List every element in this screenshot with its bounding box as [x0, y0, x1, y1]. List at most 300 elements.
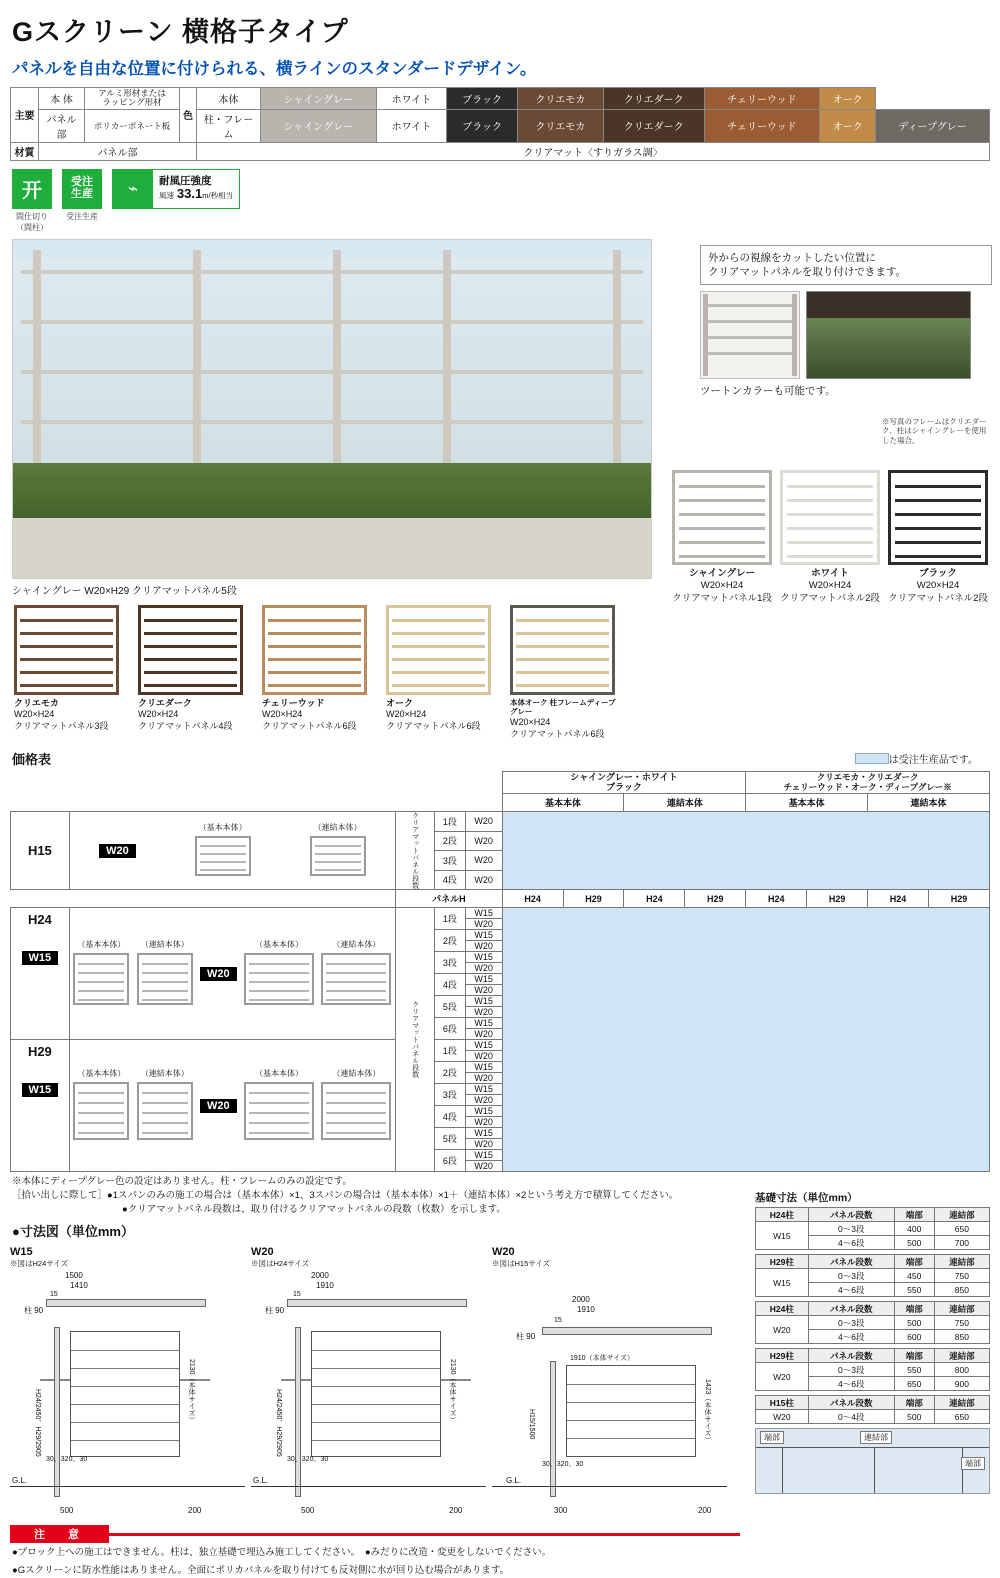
sample-white-panel: クリアマットパネル2段: [780, 592, 880, 604]
ft3-r1-end: 650: [894, 1377, 934, 1391]
dim-w15-side-1: 2130（本体サイズ）: [188, 1359, 195, 1425]
h29-step-5: 5段: [435, 1128, 465, 1150]
price-group-1-sub-1: 連結本体: [868, 794, 990, 812]
sample-oak-drawing: [386, 605, 491, 695]
partition-icon-box: [12, 169, 52, 233]
sample-oak-name: オーク: [386, 697, 414, 708]
badge-h24-w15: W15: [22, 951, 59, 965]
sample-white-name: ホワイト: [811, 568, 849, 579]
sample-dark-size: W20×H24: [138, 709, 179, 720]
h24-vert-label: クリアマットパネル段数: [396, 908, 435, 1172]
sample-black-size: W20×H24: [916, 580, 960, 592]
h24-step-5-w20: W20: [465, 1007, 502, 1018]
dim-w20b-top-2: 15: [554, 1317, 562, 1325]
h24-draw-label-0: （基本本体）: [77, 940, 126, 950]
spec-icon-row: [12, 169, 990, 233]
dim-col-w20-h24: [251, 1246, 486, 1519]
h29-step-3: 3段: [435, 1084, 465, 1106]
material-color-table: [10, 87, 990, 161]
caution-rule: [109, 1533, 740, 1536]
price-row-h24-label: [11, 908, 70, 1040]
wind-speed-label: 風速: [159, 191, 174, 201]
foundation-table-4: [755, 1395, 990, 1424]
caution-section: [10, 1525, 740, 1578]
sample-moka-drawing: [14, 605, 119, 695]
material-row-value-0: アルミ形材または ラッピング形材: [85, 88, 180, 110]
ft2-r1-steps: 4～6段: [808, 1330, 894, 1344]
h24-step-2-w15: W15: [465, 930, 502, 941]
dim-w20b-note: ※図はH15サイズ: [492, 1259, 551, 1269]
dim-w20a-post: 柱 90: [265, 1306, 285, 1316]
h29-step-4-w15: W15: [465, 1106, 502, 1117]
hero-caption: シャイングレー W20×H29 クリアマットパネル5段: [12, 585, 237, 597]
dim-w20b-top-0: 2000: [572, 1295, 590, 1305]
dim-w20a-post-vertical: [295, 1327, 301, 1497]
h24-w15-basic: [73, 953, 129, 1005]
h15-link-drawing: [310, 836, 366, 876]
wind-label: 耐風圧強度: [159, 175, 212, 188]
h29-step-2-w20: W20: [465, 1073, 502, 1084]
caution-line-0: ●ブロック上への施工はできません。柱は、独立基礎で埋込み施工してください。 ●みだりに改造・変更をしないでください。: [12, 1547, 552, 1559]
price-row-h15-label: H15: [11, 812, 70, 890]
dim-col-w20-h15: [492, 1246, 727, 1519]
ft4-h1: 端部: [894, 1396, 934, 1410]
h29-step-2: 2段: [435, 1062, 465, 1084]
ft3-r0-end: 550: [894, 1363, 934, 1377]
note-photo: [806, 291, 971, 379]
sample-white-size: W20×H24: [808, 580, 852, 592]
swatch-black-frame: ブラック: [447, 109, 518, 142]
h29-step-4-w20: W20: [465, 1117, 502, 1128]
dim-w20a-side-1: 2130（本体サイズ）: [449, 1359, 456, 1425]
sample-cherry-drawing: [262, 605, 367, 695]
h15-step-4-w: W20: [465, 870, 502, 890]
dim-w20b-panel: [566, 1365, 696, 1457]
sample-oak-deepgray-panel: クリアマットパネル6段: [510, 728, 605, 739]
wind-pressure-badge: [112, 169, 240, 209]
material-row-label-0: 本 体: [39, 88, 85, 110]
foundation-table-3: [755, 1348, 990, 1391]
badge-h24-w20: W20: [200, 967, 237, 981]
h-col-1: H29: [563, 890, 624, 908]
dim-w20b-top-1: 1910: [577, 1305, 595, 1315]
h24-w15-link: [137, 953, 193, 1005]
price-table-title: 価格表: [12, 751, 52, 767]
h15-step-4: 4段: [435, 870, 465, 890]
price-group-1: クリエモカ・クリエダーク チェリーウッド・オーク・ディープグレー※: [746, 771, 990, 794]
foundation-diagram-label-1: 連結部: [860, 1431, 892, 1444]
sample-oak-panel: クリアマットパネル6段: [386, 721, 481, 732]
twotone-caption: ツートンカラーも可能です。: [700, 385, 836, 398]
swatch-moka-frame: クリエモカ: [517, 109, 603, 142]
badge-h29-w15: W15: [22, 1083, 59, 1097]
h24-title: H24: [27, 912, 52, 928]
swatch-shine-gray-frame: シャイングレー: [261, 109, 377, 142]
note-line-2: ●クリアマットパネル段数は、取り付けるクリアマットパネルの段数（枚数）を示します。: [122, 1203, 506, 1215]
swatch-cherry-body: チェリーウッド: [704, 88, 820, 110]
dim-w20a-side-2: 30、320、30: [287, 1456, 329, 1464]
ft4-width: W20: [756, 1410, 809, 1424]
swatch-white-frame: ホワイト: [376, 109, 447, 142]
h29-title: H29: [27, 1044, 52, 1060]
ft0-h1: 端部: [894, 1208, 934, 1222]
ft1-r0-link: 750: [934, 1269, 989, 1283]
partition-icon: 开: [12, 169, 52, 209]
panel-part-label: パネル部: [39, 142, 197, 160]
price-table: [10, 771, 990, 1173]
dim-w20b-gl-line: [492, 1486, 727, 1487]
ft1-r0-end: 450: [894, 1269, 934, 1283]
dim-w20b-drawing: [492, 1269, 727, 1519]
foundation-table-2: [755, 1301, 990, 1344]
sample-oak: [386, 605, 496, 741]
sample-panels-right: [672, 470, 994, 605]
h29-step-4: 4段: [435, 1106, 465, 1128]
price-row-h15-drawings: [69, 812, 395, 890]
h24-step-1-w20: W20: [465, 919, 502, 930]
ft4-h0: パネル段数: [808, 1396, 894, 1410]
sample-shine-gray-size: W20×H24: [700, 580, 744, 592]
h24-step-1-w15: W15: [465, 908, 502, 919]
made-to-order-icon: 受注 生産: [62, 169, 102, 209]
foundation-diagram-label-2: 端部: [961, 1457, 985, 1470]
dim-w20b-side-0: H15/1500: [528, 1409, 535, 1440]
sample-moka: [14, 605, 124, 741]
h24-draw-label-3: （連結本体）: [332, 940, 381, 950]
h-col-0: H24: [502, 890, 563, 908]
h29-step-1-w20: W20: [465, 1051, 502, 1062]
h29-step-5-w15: W15: [465, 1128, 502, 1139]
h29-step-3-w20: W20: [465, 1095, 502, 1106]
dim-w15-drawing: [10, 1269, 245, 1519]
ft1-r0-steps: 0～3段: [808, 1269, 894, 1283]
foundation-table-1: [755, 1254, 990, 1297]
dim-w20a-side-3: 500: [301, 1506, 315, 1516]
ft2-r0-steps: 0～3段: [808, 1316, 894, 1330]
ft2-r1-end: 600: [894, 1330, 934, 1344]
color-label: 色: [180, 88, 197, 143]
h24-step-3-w20: W20: [465, 963, 502, 974]
ft2-r1-link: 850: [934, 1330, 989, 1344]
h-col-3: H29: [685, 890, 746, 908]
caution-line-1: ●Gスクリーンに防水性能はありません。全面にポリカパネルを取り付けても反対側に水が回り込む場合があります。: [12, 1564, 510, 1576]
foundation-diagram: [755, 1428, 990, 1494]
ft1-h2: 連結部: [934, 1255, 989, 1269]
sample-moka-size: W20×H24: [14, 709, 55, 720]
foundation-title: 基礎寸法（単位mm）: [755, 1192, 858, 1204]
dim-w15-side-4: 200: [188, 1506, 202, 1516]
dim-w20a-side-4: 200: [449, 1506, 463, 1516]
color-row-label-1: 柱・フレーム: [197, 109, 261, 142]
h29-w20-basic: [244, 1082, 314, 1140]
h24-w20-basic: [244, 953, 314, 1005]
dim-w20b-side-2: 30、320、30: [542, 1461, 584, 1469]
h24-draw-label-1: （連結本体）: [140, 940, 189, 950]
dim-w15-side-2: 30、320、30: [46, 1456, 88, 1464]
dim-w20a-drawing: [251, 1269, 486, 1519]
ft3-r0-steps: 0～3段: [808, 1363, 894, 1377]
ft1-r1-link: 850: [934, 1283, 989, 1297]
dim-w20a-note: ※図はH24サイズ: [251, 1259, 310, 1269]
h15-vert-label: クリアマットパネル段数: [396, 812, 435, 890]
h29-step-1: 1段: [435, 1040, 465, 1062]
sample-oak-deepgray: [510, 605, 620, 741]
ft2-post: H24柱: [756, 1302, 809, 1316]
ft3-width: W20: [756, 1363, 809, 1391]
ft1-r1-steps: 4～6段: [808, 1283, 894, 1297]
price-row-h29-drawings: [69, 1040, 395, 1172]
h15-price-cells: [502, 812, 989, 890]
ft4-post: H15柱: [756, 1396, 809, 1410]
ft0-width: W15: [756, 1222, 809, 1250]
h29-draw-label-3: （連結本体）: [332, 1069, 381, 1079]
h24-step-3-w15: W15: [465, 952, 502, 963]
panel-part-value: クリアマット〈すりガラス調〉: [197, 142, 990, 160]
ft2-r0-link: 750: [934, 1316, 989, 1330]
material-label-2: 材質: [11, 142, 39, 160]
h15-step-1-w: W20: [465, 812, 502, 832]
swatch-oak-body: オーク: [820, 88, 876, 110]
note-pictures: [700, 291, 992, 379]
made-to-order-icon-box: [62, 169, 102, 222]
dim-section-title: ●寸法図（単位mm）: [12, 1224, 134, 1240]
h29-step-2-w15: W15: [465, 1062, 502, 1073]
dim-w20a-side-0: H24/2450、H29/2905: [275, 1389, 282, 1458]
ft4-r0-end: 500: [894, 1410, 934, 1424]
swatch-dark-frame: クリエダーク: [603, 109, 704, 142]
sample-panels-bottom: [14, 605, 990, 741]
h-col-2: H24: [624, 890, 685, 908]
sample-black-drawing: [888, 470, 988, 565]
foundation-section: [755, 1190, 990, 1494]
dim-w20a-gl: G.L.: [253, 1476, 269, 1486]
h29-step-1-w15: W15: [465, 1040, 502, 1051]
material-row-value-1: ポリカーボネート板: [85, 109, 180, 142]
ft3-r1-steps: 4～6段: [808, 1377, 894, 1391]
ft3-post: H29柱: [756, 1349, 809, 1363]
h24-step-4-w20: W20: [465, 985, 502, 996]
dim-w20a-top-1: 1910: [316, 1281, 334, 1291]
sample-moka-name: クリエモカ: [14, 697, 59, 708]
h15-basic-drawing: [195, 836, 251, 876]
sample-black-name: ブラック: [919, 568, 957, 579]
h24-step-5-w15: W15: [465, 996, 502, 1007]
sample-dark: [138, 605, 248, 741]
h-col-4: H24: [746, 890, 807, 908]
ft0-post: H24柱: [756, 1208, 809, 1222]
h29-step-6: 6段: [435, 1150, 465, 1172]
dim-w20b-side-4: 200: [698, 1506, 712, 1516]
ft3-r1-link: 900: [934, 1377, 989, 1391]
dim-w20a-title: W20: [251, 1246, 274, 1259]
dim-w15-gl-line: [10, 1486, 245, 1487]
h24-step-6: 6段: [435, 1018, 465, 1040]
ft4-r0-steps: 0～4段: [808, 1410, 894, 1424]
panel-h-label: パネルH: [396, 890, 503, 908]
dim-col-w15: [10, 1246, 245, 1519]
h15-draw-label-0: （基本本体）: [198, 823, 247, 833]
price-group-1-sub-0: 基本本体: [746, 794, 868, 812]
price-legend: [855, 751, 978, 766]
ft3-h1: 端部: [894, 1349, 934, 1363]
h29-draw-label-0: （基本本体）: [77, 1069, 126, 1079]
h24-step-6-w20: W20: [465, 1029, 502, 1040]
dim-w20b-post: 柱 90: [516, 1332, 536, 1342]
dim-w20a-panel: [311, 1331, 441, 1457]
ft0-h2: 連結部: [934, 1208, 989, 1222]
price-row-h24-drawings: [69, 908, 395, 1040]
note-panel-drawing: [700, 291, 800, 379]
made-to-order-caption: 受注生産: [66, 211, 98, 221]
price-group-0: シャイングレー・ホワイト ブラック: [502, 771, 746, 794]
material-label-1: 主要: [11, 88, 39, 143]
ft0-r0-link: 650: [934, 1222, 989, 1236]
ft1-r1-end: 550: [894, 1283, 934, 1297]
swatch-deep-gray-frame: ディープグレー: [876, 109, 990, 142]
material-row-label-1: パネル部: [39, 109, 85, 142]
sample-oak-deepgray-drawing: [510, 605, 615, 695]
h24-step-2-w20: W20: [465, 941, 502, 952]
h29-draw-label-2: （基本本体）: [255, 1069, 303, 1079]
color-row-label-0: 本体: [197, 88, 261, 110]
wind-suffix: 相当: [218, 191, 234, 201]
h29-w15-link: [137, 1082, 193, 1140]
sample-moka-panel: クリアマットパネル3段: [14, 721, 109, 732]
caution-title: 注 意: [10, 1525, 109, 1543]
ft0-r1-end: 500: [894, 1236, 934, 1250]
dim-w15-panel: [70, 1331, 180, 1457]
h24-step-3: 3段: [435, 952, 465, 974]
ft0-r1-steps: 4～6段: [808, 1236, 894, 1250]
note-fineprint: ※写真のフレームはクリエダーク、柱はシャイングレーを使用した場合。: [882, 417, 987, 445]
swatch-white-body: ホワイト: [376, 88, 447, 110]
sample-cherry-size: W20×H24: [262, 709, 303, 720]
h15-draw-label-1: （連結本体）: [313, 823, 362, 833]
ft1-h1: 端部: [894, 1255, 934, 1269]
legend-text: は受注生産品です。: [888, 754, 978, 766]
dim-w15-post-vertical: [54, 1327, 60, 1497]
swatch-black-body: ブラック: [447, 88, 518, 110]
sample-dark-drawing: [138, 605, 243, 695]
h29-draw-label-1: （連結本体）: [140, 1069, 189, 1079]
caution-bar: [10, 1525, 740, 1543]
h15-step-1: 1段: [435, 812, 465, 832]
badge-h15-w20: W20: [99, 844, 136, 858]
sample-shine-gray-drawing: [672, 470, 772, 565]
sample-white-drawing: [780, 470, 880, 565]
h24-h29-price-cells: [502, 908, 989, 1172]
sample-cherry-name: チェリーウッド: [262, 697, 325, 708]
note-line-0: ※本体にディープグレー色の設定はありません。柱・フレームのみの設定です。: [12, 1176, 352, 1188]
sample-cherry-panel: クリアマットパネル6段: [262, 721, 357, 732]
ft0-r0-end: 400: [894, 1222, 934, 1236]
h24-step-1: 1段: [435, 908, 465, 930]
dim-w15-post: 柱 90: [24, 1306, 44, 1316]
h24-step-2: 2段: [435, 930, 465, 952]
hero-photo: [12, 239, 652, 579]
swatch-dark-body: クリエダーク: [603, 88, 704, 110]
ft2-h2: 連結部: [934, 1302, 989, 1316]
h29-step-6-w20: W20: [465, 1161, 502, 1172]
dim-w20b-gl: G.L.: [506, 1476, 522, 1486]
ft0-r1-link: 700: [934, 1236, 989, 1250]
ft2-r0-end: 500: [894, 1316, 934, 1330]
page-title: Gスクリーン 横格子タイプ: [12, 17, 349, 47]
h24-step-6-w15: W15: [465, 1018, 502, 1029]
dim-w15-top-2: 15: [50, 1291, 58, 1299]
price-group-0-sub-0: 基本本体: [502, 794, 624, 812]
sample-oak-deepgray-name: 本体オーク 柱フレームディープグレー: [510, 697, 616, 717]
sample-oak-deepgray-size: W20×H24: [510, 717, 551, 728]
sample-white: [780, 470, 880, 605]
dim-w20a-gl-line: [251, 1486, 486, 1487]
h15-step-3-w: W20: [465, 851, 502, 871]
swatch-shine-gray-body: シャイングレー: [261, 88, 377, 110]
h24-step-5: 5段: [435, 996, 465, 1018]
badge-h29-w20: W20: [200, 1099, 237, 1113]
page-subtitle: パネルを自由な位置に付けられる、横ラインのスタンダードデザイン。: [12, 60, 537, 78]
dim-w20b-side-1: 1423（本体サイズ）: [704, 1379, 711, 1445]
wind-text: [153, 173, 239, 204]
ft3-r0-link: 800: [934, 1363, 989, 1377]
price-row-h29-label: [11, 1040, 70, 1172]
price-group-0-sub-1: 連結本体: [624, 794, 746, 812]
h29-step-6-w15: W15: [465, 1150, 502, 1161]
dim-w15-gl: G.L.: [12, 1476, 28, 1486]
sample-shine-gray: [672, 470, 772, 605]
h24-draw-label-2: （基本本体）: [255, 940, 303, 950]
note-bubble-text: 外からの視線をカットしたい位置に クリアマットパネルを取り付けできます。: [700, 245, 992, 285]
dim-w20b-title: W20: [492, 1246, 515, 1259]
wind-value: 33.1: [176, 186, 203, 202]
h15-step-3: 3段: [435, 851, 465, 871]
h29-step-3-w15: W15: [465, 1084, 502, 1095]
ft1-post: H29柱: [756, 1255, 809, 1269]
ft2-h1: 端部: [894, 1302, 934, 1316]
foundation-diagram-label-0: 端部: [760, 1431, 784, 1444]
ft2-h0: パネル段数: [808, 1302, 894, 1316]
dim-w20a-top-0: 2000: [311, 1271, 329, 1281]
sample-shine-gray-name: シャイングレー: [688, 568, 756, 579]
h29-w20-link: [321, 1082, 391, 1140]
sample-dark-name: クリエダーク: [138, 697, 192, 708]
sample-black-panel: クリアマットパネル2段: [888, 592, 988, 604]
partition-icon-caption: 間仕切り （間柱）: [16, 211, 48, 232]
dim-w15-side-0: H24/2450、H29/2905: [34, 1389, 41, 1458]
foundation-table-0: [755, 1207, 990, 1250]
ft2-width: W20: [756, 1316, 809, 1344]
ft1-h0: パネル段数: [808, 1255, 894, 1269]
dim-w20b-post-vertical: [550, 1361, 556, 1497]
dim-w15-note: ※図はH24サイズ: [10, 1259, 69, 1269]
h15-step-2: 2段: [435, 831, 465, 851]
note-box: [700, 245, 992, 445]
ft0-h0: パネル段数: [808, 1208, 894, 1222]
swatch-cherry-frame: チェリーウッド: [704, 109, 820, 142]
h24-step-4-w15: W15: [465, 974, 502, 985]
h-col-7: H29: [928, 890, 989, 908]
h29-w15-basic: [73, 1082, 129, 1140]
sample-oak-size: W20×H24: [386, 709, 427, 720]
ft4-h2: 連結部: [934, 1396, 989, 1410]
h15-step-2-w: W20: [465, 831, 502, 851]
dim-w20a-top-2: 15: [293, 1291, 301, 1299]
dim-w15-title: W15: [10, 1246, 33, 1259]
h29-step-5-w20: W20: [465, 1139, 502, 1150]
ft4-r0-link: 650: [934, 1410, 989, 1424]
dim-w15-top-1: 1410: [70, 1281, 88, 1291]
wind-icon: ⌁: [113, 170, 153, 208]
